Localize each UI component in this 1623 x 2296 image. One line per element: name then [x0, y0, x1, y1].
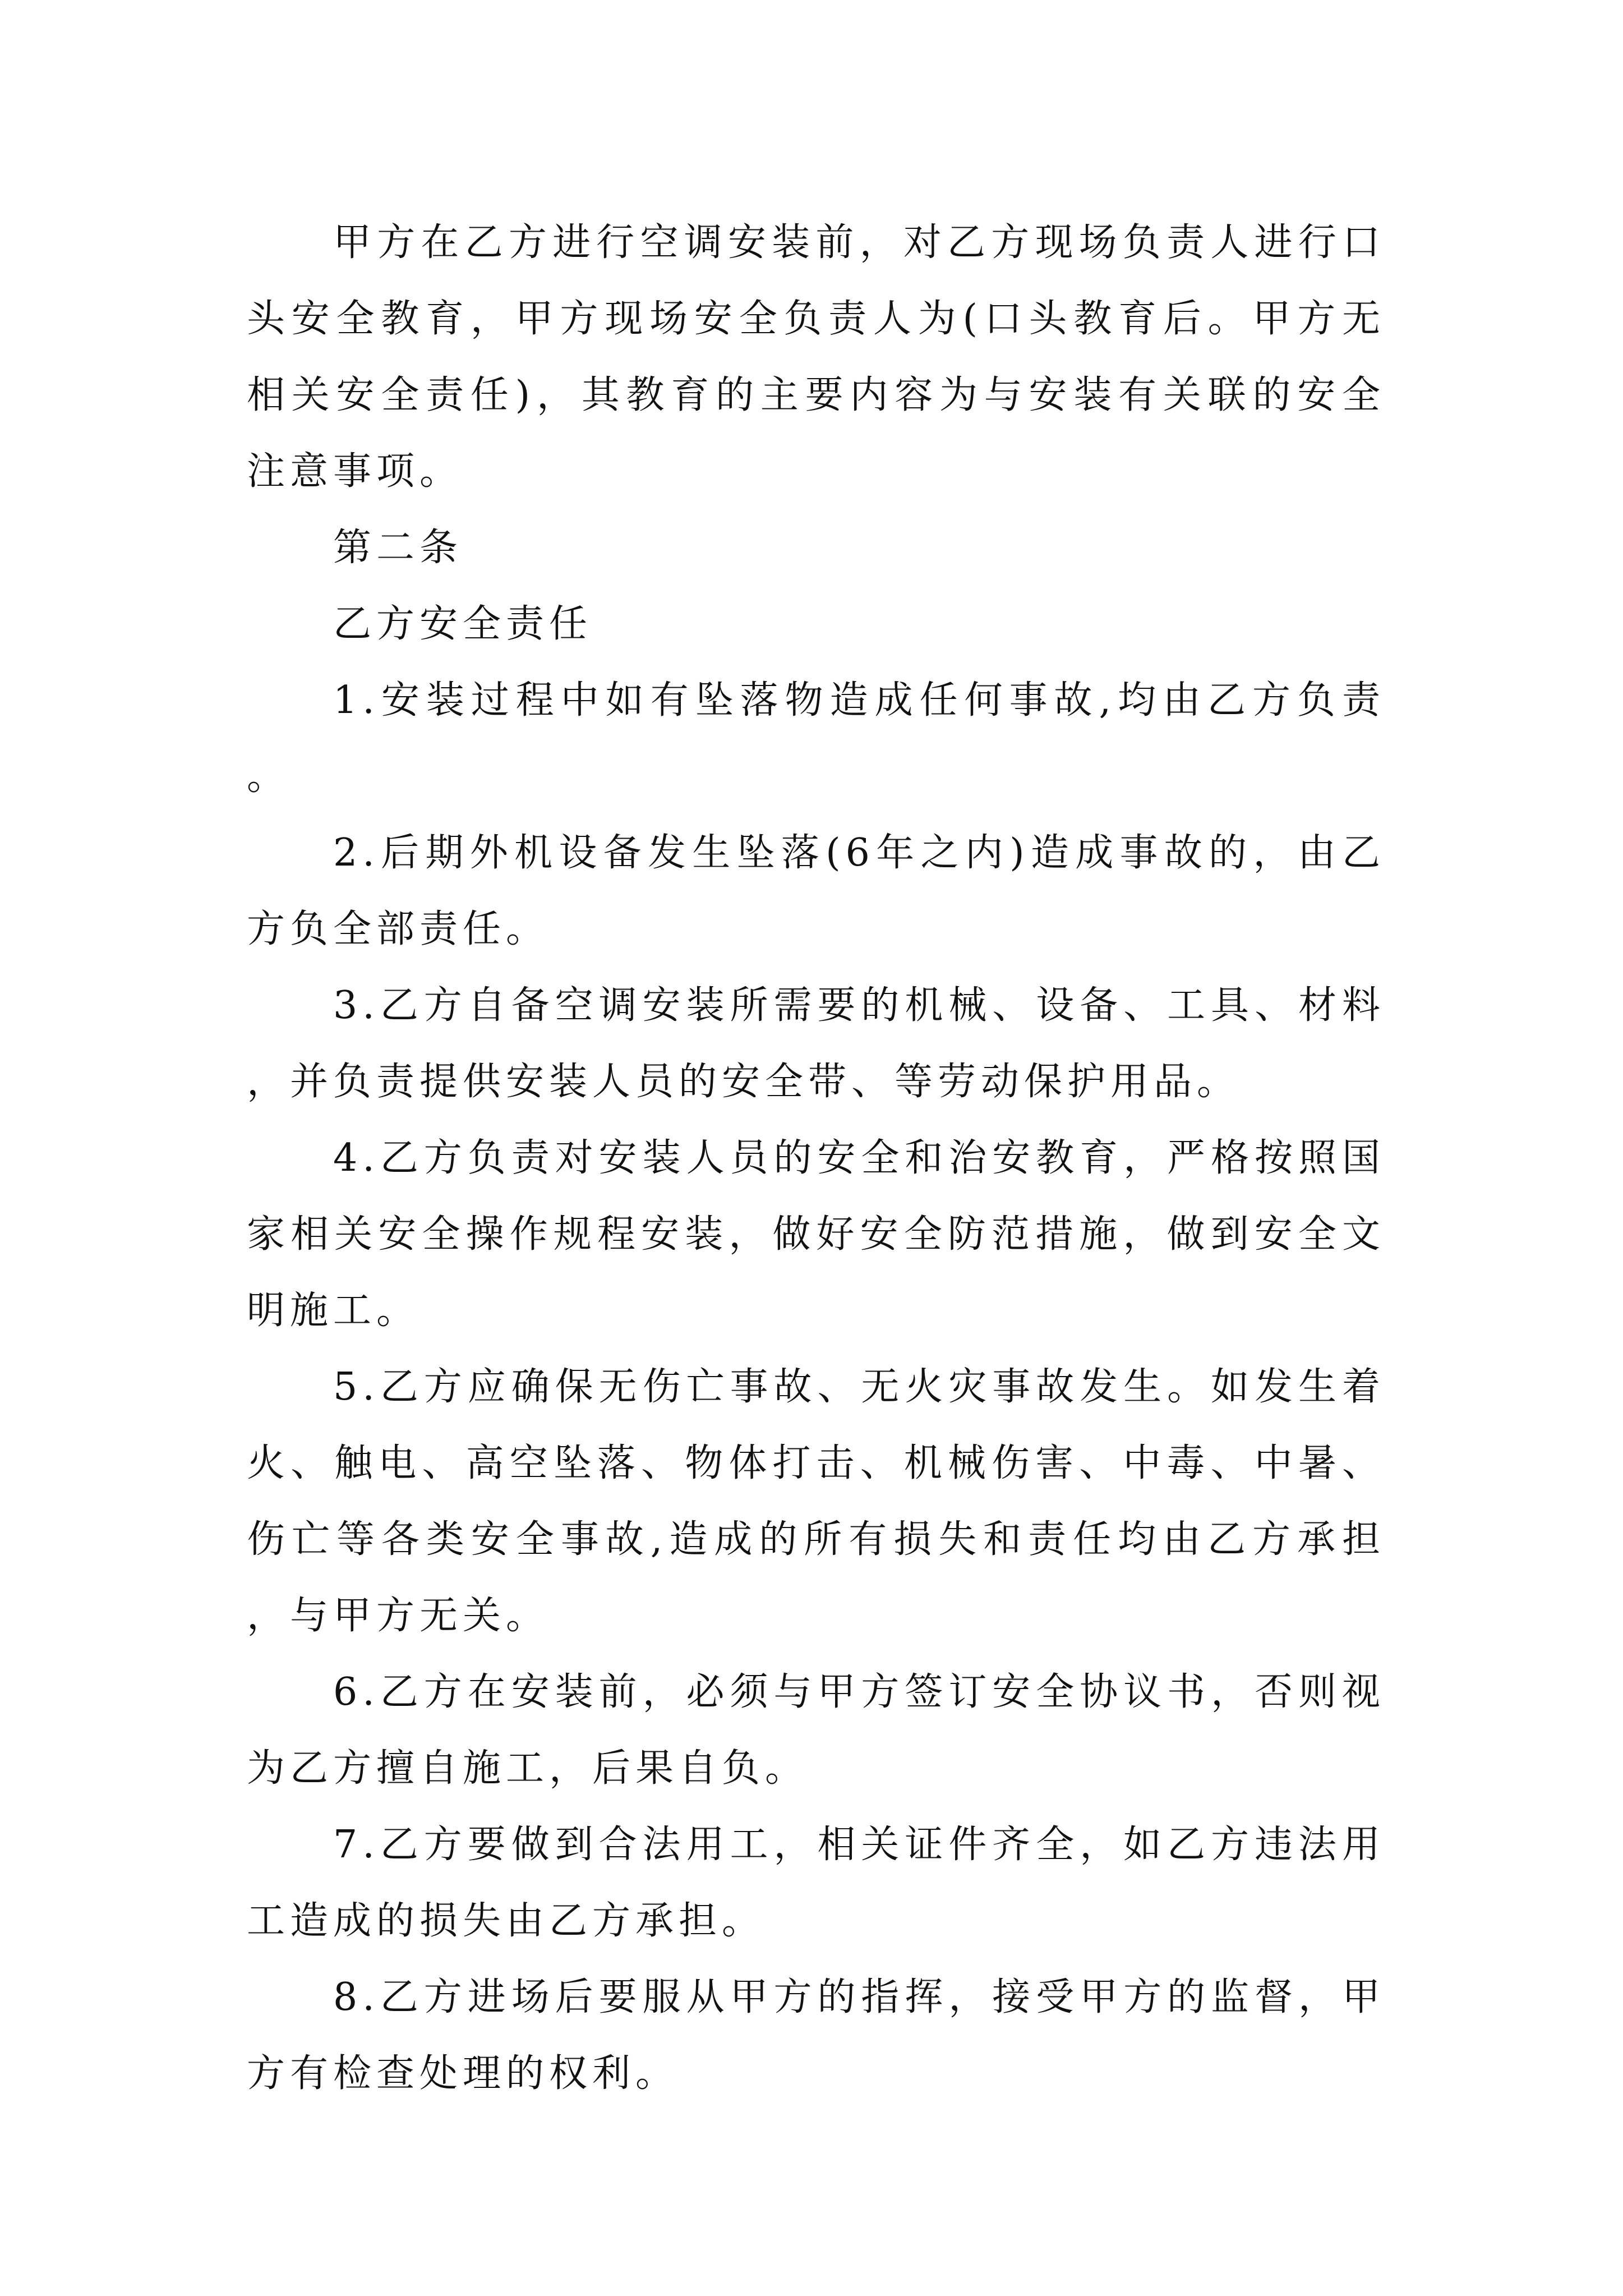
clause-2: 2.后期外机设备发生坠落(6年之内)造成事故的，由乙方负全部责任。: [247, 831, 1385, 951]
article-heading: 第二条: [333, 526, 463, 570]
clause-8: 8.乙方进场后要服从甲方的指挥，接受甲方的监督，甲方有检查处理的权利。: [247, 1975, 1385, 2096]
clause-6: 6.乙方在安装前，必须与甲方签订安全协议书，否则视为乙方擅自施工，后果自负。: [247, 1670, 1385, 1791]
clause-3: 3.乙方自备空调安装所需要的机械、设备、工具、材料，并负责提供安装人员的安全带、等劳动保护用品。: [247, 983, 1385, 1104]
clause-1: 1.安装过程中如有坠落物造成任何事故,均由乙方负责。: [247, 678, 1385, 799]
section-heading: 乙方安全责任: [333, 602, 593, 646]
clause-7: 7.乙方要做到合法用工，相关证件齐全，如乙方违法用工造成的损失由乙方承担。: [247, 1823, 1385, 1943]
clause-4: 4.乙方负责对安装人员的安全和治安教育，严格按照国家相关安全操作规程安装，做好安全防范措施，做到安全文明施工。: [247, 1136, 1385, 1333]
document-body: [247, 205, 1385, 2112]
clause-5: 5.乙方应确保无伤亡事故、无火灾事故发生。如发生着火、触电、高空坠落、物体打击、机械伤害、中毒、中暑、伤亡等各类安全事故,造成的所有损失和责任均由乙方承担，与甲方无关。: [247, 1365, 1385, 1638]
paragraph-safety-education: 甲方在乙方进行空调安装前，对乙方现场负责人进行口头安全教育，甲方现场安全负责人为(口头教育后。甲方无相关安全责任)，其教育的主要内容为与安装有关联的安全注意事项。: [247, 220, 1385, 494]
